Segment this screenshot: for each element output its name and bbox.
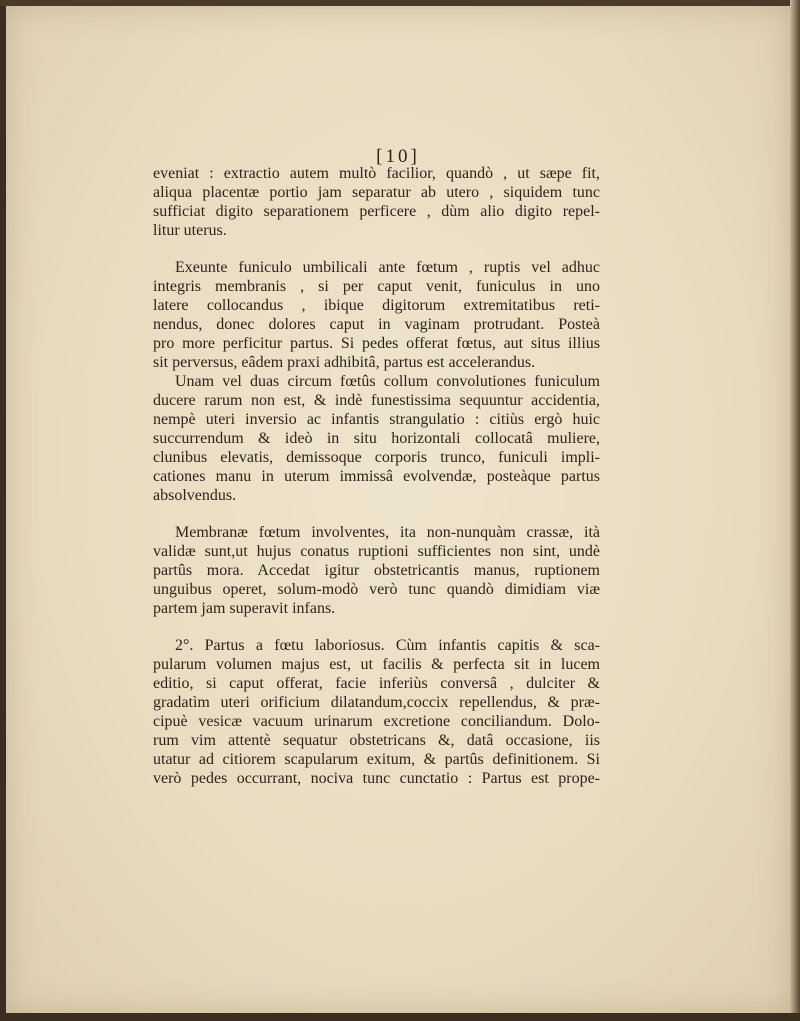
text-line: nendus, donec dolores caput in vaginam protrudant. Posteà — [153, 316, 600, 333]
text-line: Unam vel duas circum fœtûs collum convolutiones funiculum — [175, 373, 600, 390]
paragraph-3 — [153, 372, 600, 505]
text-line: Exeunte funiculo umbilicali ante fœtum , ruptis vel adhuc — [175, 259, 600, 276]
text-line: latere collocandus , ibique digitorum extremitatibus reti- — [153, 297, 600, 314]
paragraph-2 — [153, 258, 600, 372]
paragraph-4 — [153, 523, 600, 618]
text-line: ducere rarum non est, & indè funestissima sequuntur accidentia, — [153, 392, 600, 409]
text-line: integris membranis , si per caput venit, funiculus in uno — [153, 278, 600, 295]
page-bottom-edge — [0, 1013, 800, 1021]
body-text — [153, 164, 600, 788]
text-line: 2°. Partus a fœtu laboriosus. Cùm infantis capitis & sca- — [175, 637, 600, 654]
text-line: utatur ad citiorem scapularum exitum, & partûs definitionem. Si — [153, 751, 600, 768]
text-line: clunibus elevatis, demissoque corporis trunco, funiculi impli- — [153, 449, 600, 466]
text-line: aliqua placentæ portio jam separatur ab utero , siquidem tunc — [153, 184, 600, 201]
text-line: pularum volumen majus est, ut facilis & perfecta sit in lucem — [153, 656, 600, 673]
text-line: eveniat : extractio autem multò facilior, quandò , ut sæpe fit, — [153, 165, 600, 182]
text-line: nempè uteri inversio ac infantis strangulatio : citiùs ergò huic — [153, 411, 600, 428]
text-line: gradatìm uteri orificium dilatandum,coccix repellendus, & præ- — [153, 694, 600, 711]
text-line: absolvendus. — [153, 487, 237, 504]
text-line: rum vim attentè sequatur obstetricans &, datâ occasione, iis — [153, 732, 600, 749]
text-line: litur uterus. — [153, 222, 227, 239]
paragraph-5 — [153, 636, 600, 788]
text-line: sufficiat digito separationem perficere , dùm alio digito repel- — [153, 203, 600, 220]
text-line: cationes manu in uterum immissâ evolvendæ, posteàque partus — [153, 468, 600, 485]
text-line: unguibus operet, solum-modò verò tunc quandò dimidiam viæ — [153, 581, 600, 598]
page-right-edge — [790, 0, 800, 1021]
text-line: succurrendum & ideò in situ horizontali collocatâ muliere, — [153, 430, 600, 447]
text-line: partem jam superavit infans. — [153, 600, 336, 617]
text-line: pro more perficitur partus. Si pedes offerat fœtus, aut situs illius — [153, 335, 600, 352]
text-line: editio, si caput offerat, facie inferiùs conversâ , dulciter & — [153, 675, 600, 692]
text-line: sit perversus, eâdem praxi adhibitâ, partus est accelerandus. — [153, 354, 536, 371]
text-line: Membranæ fœtum involventes, ita non-nunquàm crassæ, ità — [175, 524, 600, 541]
paragraph-1 — [153, 164, 600, 240]
text-line: validæ sunt,ut hujus conatus ruptioni sufficientes non sint, undè — [153, 543, 600, 560]
page-number-header: [10] — [376, 146, 420, 167]
text-line: partûs mora. Accedat igitur obstetricantis manus, ruptionem — [153, 562, 600, 579]
text-line: verò pedes occurrant, nociva tunc cunctatio : Partus est prope- — [153, 770, 600, 787]
text-line: cipuè vesicæ vacuum urinarum excretione conciliandum. Dolo- — [153, 713, 600, 730]
